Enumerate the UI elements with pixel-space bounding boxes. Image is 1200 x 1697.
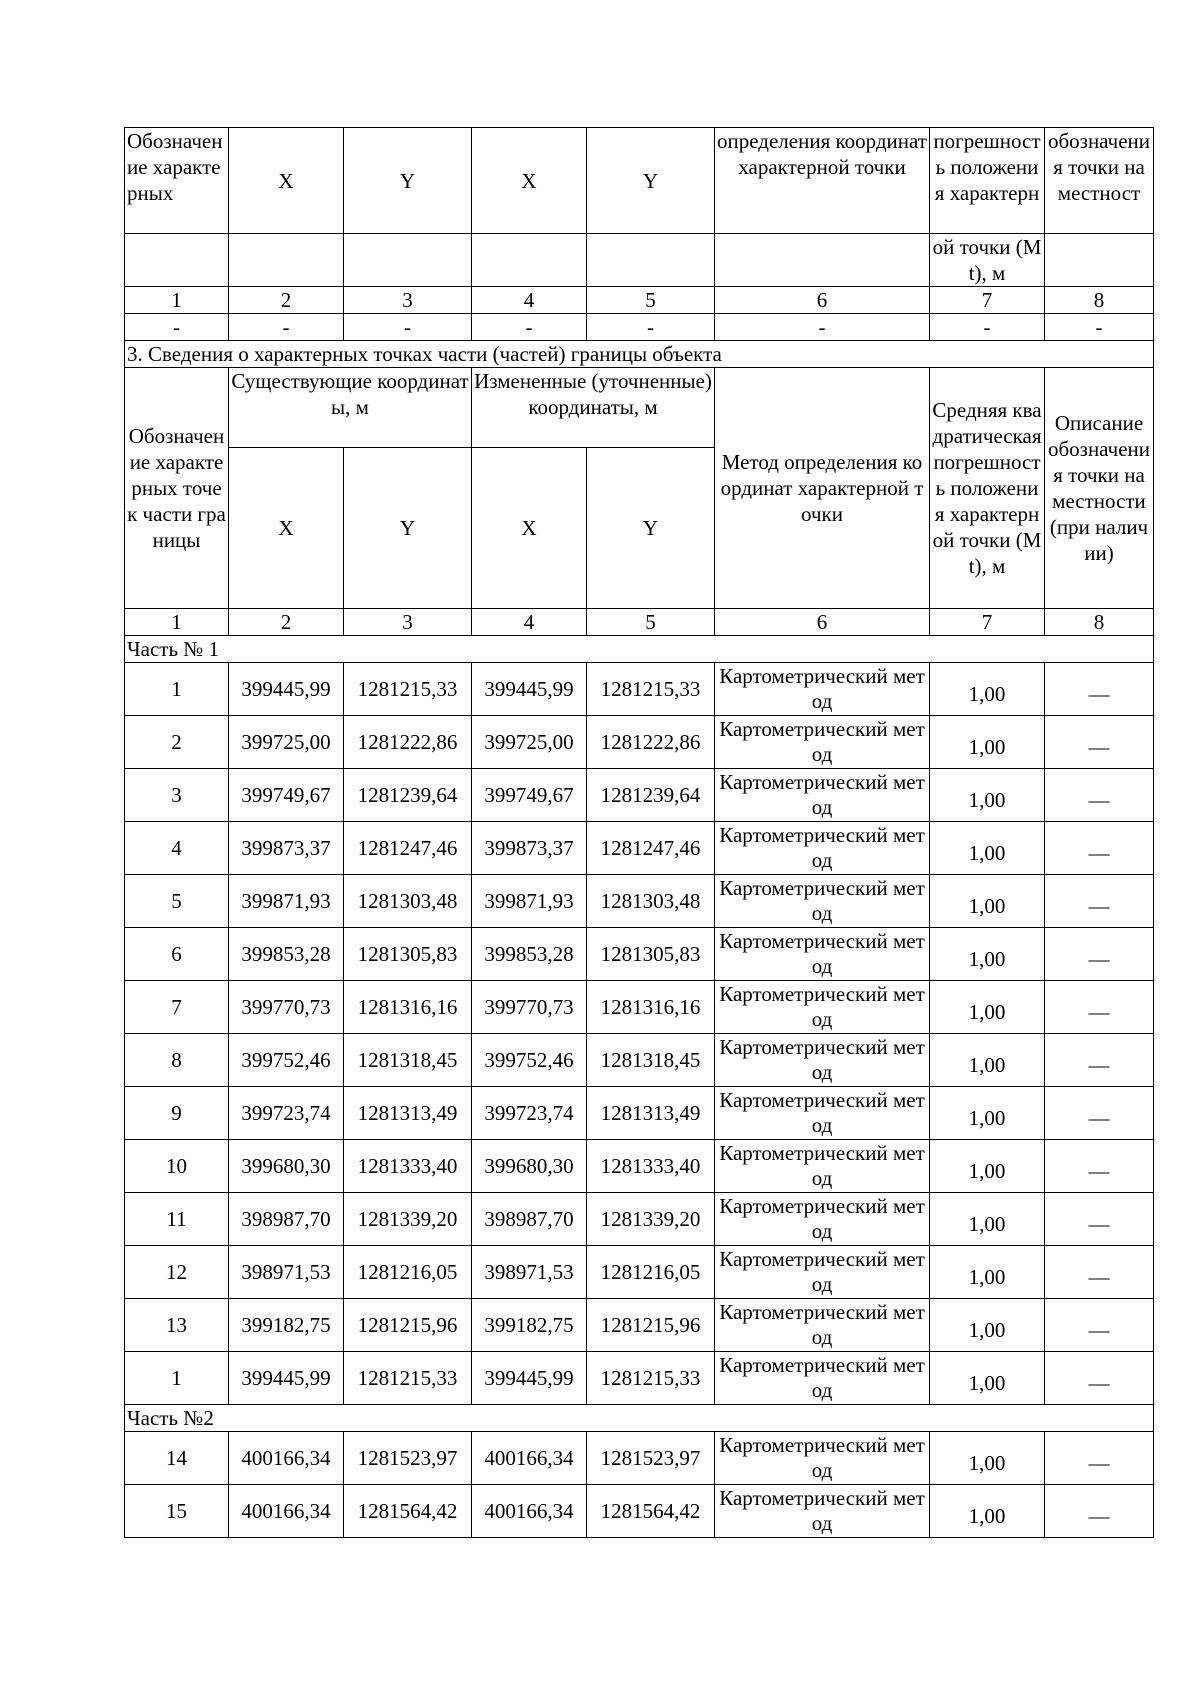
empty-cell: - [344, 314, 472, 341]
x-existing: 399725,00 [229, 716, 344, 769]
description: — [1045, 928, 1154, 981]
x-existing: 399752,46 [229, 1034, 344, 1087]
method: Картометрический метод [715, 663, 930, 716]
x-changed: 399871,93 [472, 875, 587, 928]
mean-square-error: 1,00 [930, 716, 1045, 769]
y-changed: 1281333,40 [587, 1140, 715, 1193]
description: — [1045, 1352, 1154, 1405]
y-existing: 1281339,20 [344, 1193, 472, 1246]
header-mean-square-error: Средняя квадратическая погрешность положения характерной точки (Mt), м [930, 368, 1045, 609]
section-title-row [125, 341, 1154, 368]
header-y-changed: Y [587, 128, 715, 234]
y-existing: 1281333,40 [344, 1140, 472, 1193]
x-changed: 400166,34 [472, 1485, 587, 1538]
method: Картометрический метод [715, 1485, 930, 1538]
mean-square-error: 1,00 [930, 1485, 1045, 1538]
column-number: 3 [344, 287, 472, 314]
x-existing: 399182,75 [229, 1299, 344, 1352]
method: Картометрический метод [715, 1034, 930, 1087]
point-number: 3 [125, 769, 229, 822]
mean-square-error: 1,00 [930, 928, 1045, 981]
y-existing: 1281215,96 [344, 1299, 472, 1352]
mean-square-error: 1,00 [930, 1087, 1045, 1140]
description: — [1045, 1246, 1154, 1299]
x-changed: 399445,99 [472, 663, 587, 716]
y-changed: 1281313,49 [587, 1087, 715, 1140]
column-numbers-row [125, 287, 1154, 314]
point-number: 5 [125, 875, 229, 928]
header-method: определения координат характерной точки [715, 128, 930, 234]
method: Картометрический метод [715, 1432, 930, 1485]
header-y-changed: Y [587, 448, 715, 609]
x-changed: 399873,37 [472, 822, 587, 875]
empty-cell: - [125, 314, 229, 341]
x-existing: 400166,34 [229, 1485, 344, 1538]
x-existing: 398987,70 [229, 1193, 344, 1246]
description: — [1045, 1299, 1154, 1352]
header-y-existing: Y [344, 128, 472, 234]
x-changed: 399445,99 [472, 1352, 587, 1405]
point-number: 7 [125, 981, 229, 1034]
x-existing: 399680,30 [229, 1140, 344, 1193]
point-number: 12 [125, 1246, 229, 1299]
y-existing: 1281247,46 [344, 822, 472, 875]
point-number: 14 [125, 1432, 229, 1485]
description: — [1045, 769, 1154, 822]
column-number: 5 [587, 609, 715, 636]
mean-square-error: 1,00 [930, 1193, 1045, 1246]
part-label-row [125, 636, 1154, 663]
empty-cell: - [587, 314, 715, 341]
x-existing: 399873,37 [229, 822, 344, 875]
part-label: Часть № 1 [125, 636, 1154, 663]
mean-square-error: 1,00 [930, 981, 1045, 1034]
point-number: 8 [125, 1034, 229, 1087]
method: Картометрический метод [715, 1352, 930, 1405]
y-existing: 1281222,86 [344, 716, 472, 769]
point-number: 4 [125, 822, 229, 875]
x-existing: 399853,28 [229, 928, 344, 981]
y-changed: 1281239,64 [587, 769, 715, 822]
y-changed: 1281303,48 [587, 875, 715, 928]
empty-cell: - [1045, 314, 1154, 341]
continuation-header-row-2 [125, 234, 1154, 287]
table-row [125, 875, 1154, 928]
x-existing: 399445,99 [229, 1352, 344, 1405]
column-number: 4 [472, 609, 587, 636]
y-changed: 1281215,33 [587, 663, 715, 716]
method: Картометрический метод [715, 769, 930, 822]
description: — [1045, 981, 1154, 1034]
boundary-points-table [124, 127, 1154, 1538]
point-number: 15 [125, 1485, 229, 1538]
header-x-changed: X [472, 128, 587, 234]
point-number: 10 [125, 1140, 229, 1193]
x-changed: 399182,75 [472, 1299, 587, 1352]
y-changed: 1281222,86 [587, 716, 715, 769]
mean-square-error: 1,00 [930, 1352, 1045, 1405]
x-changed: 398987,70 [472, 1193, 587, 1246]
point-number: 1 [125, 663, 229, 716]
table-row [125, 1352, 1154, 1405]
y-existing: 1281313,49 [344, 1087, 472, 1140]
empty-cell: - [930, 314, 1045, 341]
mean-square-error: 1,00 [930, 769, 1045, 822]
mean-square-error: 1,00 [930, 1034, 1045, 1087]
part-label: Часть №2 [125, 1405, 1154, 1432]
method: Картометрический метод [715, 716, 930, 769]
y-changed: 1281564,42 [587, 1485, 715, 1538]
column-numbers-row [125, 609, 1154, 636]
column-number: 3 [344, 609, 472, 636]
column-number: 8 [1045, 287, 1154, 314]
y-existing: 1281303,48 [344, 875, 472, 928]
column-number: 7 [930, 609, 1045, 636]
table-row [125, 1485, 1154, 1538]
y-changed: 1281247,46 [587, 822, 715, 875]
mean-square-error: 1,00 [930, 1299, 1045, 1352]
y-existing: 1281305,83 [344, 928, 472, 981]
mean-square-error: 1,00 [930, 1432, 1045, 1485]
mean-square-error: 1,00 [930, 1140, 1045, 1193]
y-changed: 1281305,83 [587, 928, 715, 981]
header-x-changed: X [472, 448, 587, 609]
description: — [1045, 716, 1154, 769]
x-existing: 398971,53 [229, 1246, 344, 1299]
method: Картометрический метод [715, 1193, 930, 1246]
y-existing: 1281215,33 [344, 663, 472, 716]
point-number: 1 [125, 1352, 229, 1405]
header-point-designation: Обозначение характерных точек части границы [125, 368, 229, 609]
y-existing: 1281316,16 [344, 981, 472, 1034]
description: — [1045, 1034, 1154, 1087]
x-existing: 399749,67 [229, 769, 344, 822]
description: — [1045, 1193, 1154, 1246]
column-number: 5 [587, 287, 715, 314]
column-number: 1 [125, 609, 229, 636]
method: Картометрический метод [715, 1246, 930, 1299]
method: Картометрический метод [715, 1140, 930, 1193]
x-changed: 400166,34 [472, 1432, 587, 1485]
empty-cell: - [229, 314, 344, 341]
table-row [125, 716, 1154, 769]
header-designation: Обозначение характерных [125, 128, 229, 234]
x-changed: 399853,28 [472, 928, 587, 981]
description: — [1045, 1485, 1154, 1538]
section-header-row-1 [125, 368, 1154, 448]
table-row [125, 1246, 1154, 1299]
table-row [125, 1299, 1154, 1352]
header-point-description: Описание обозначения точки на местности (при наличии) [1045, 368, 1154, 609]
description: — [1045, 822, 1154, 875]
column-number: 2 [229, 609, 344, 636]
column-number: 2 [229, 287, 344, 314]
method: Картометрический метод [715, 928, 930, 981]
method: Картометрический метод [715, 822, 930, 875]
table-row [125, 769, 1154, 822]
header-method: Метод определения координат характерной точки [715, 368, 930, 609]
y-existing: 1281318,45 [344, 1034, 472, 1087]
point-number: 13 [125, 1299, 229, 1352]
mean-square-error: 1,00 [930, 875, 1045, 928]
x-changed: 399723,74 [472, 1087, 587, 1140]
x-existing: 399770,73 [229, 981, 344, 1034]
x-existing: 399445,99 [229, 663, 344, 716]
method: Картометрический метод [715, 1087, 930, 1140]
method: Картометрический метод [715, 981, 930, 1034]
table-row [125, 663, 1154, 716]
description: — [1045, 1432, 1154, 1485]
y-changed: 1281215,33 [587, 1352, 715, 1405]
column-number: 6 [715, 609, 930, 636]
header-existing-coordinates: Существующие координаты, м [229, 368, 472, 448]
table-row [125, 1140, 1154, 1193]
point-number: 2 [125, 716, 229, 769]
table-row [125, 1034, 1154, 1087]
description: — [1045, 1140, 1154, 1193]
y-changed: 1281523,97 [587, 1432, 715, 1485]
x-changed: 398971,53 [472, 1246, 587, 1299]
mean-square-error: 1,00 [930, 822, 1045, 875]
y-changed: 1281318,45 [587, 1034, 715, 1087]
header-x-existing: X [229, 128, 344, 234]
y-existing: 1281216,05 [344, 1246, 472, 1299]
table-row [125, 822, 1154, 875]
x-existing: 399723,74 [229, 1087, 344, 1140]
x-existing: 399871,93 [229, 875, 344, 928]
y-changed: 1281316,16 [587, 981, 715, 1034]
column-number: 6 [715, 287, 930, 314]
y-existing: 1281239,64 [344, 769, 472, 822]
header-x-existing: X [229, 448, 344, 609]
x-changed: 399749,67 [472, 769, 587, 822]
header-changed-coordinates: Измененные (уточненные) координаты, м [472, 368, 715, 448]
mean-square-error: 1,00 [930, 663, 1045, 716]
x-changed: 399770,73 [472, 981, 587, 1034]
empty-data-row [125, 314, 1154, 341]
description: — [1045, 663, 1154, 716]
header-description: обозначения точки на местност [1045, 128, 1154, 234]
table-row [125, 1087, 1154, 1140]
table-row [125, 928, 1154, 981]
header-error-cont: ой точки (Mt), м [930, 234, 1045, 287]
column-number: 1 [125, 287, 229, 314]
continuation-header-row [125, 128, 1154, 234]
point-number: 11 [125, 1193, 229, 1246]
section-title: 3. Сведения о характерных точках части (частей) границы объекта [125, 341, 1154, 368]
header-error: погрешность положения характерн [930, 128, 1045, 234]
method: Картометрический метод [715, 875, 930, 928]
table-row [125, 1193, 1154, 1246]
column-number: 8 [1045, 609, 1154, 636]
description: — [1045, 1087, 1154, 1140]
header-y-existing: Y [344, 448, 472, 609]
column-number: 4 [472, 287, 587, 314]
y-existing: 1281215,33 [344, 1352, 472, 1405]
x-changed: 399725,00 [472, 716, 587, 769]
y-changed: 1281339,20 [587, 1193, 715, 1246]
column-number: 7 [930, 287, 1045, 314]
point-number: 9 [125, 1087, 229, 1140]
y-existing: 1281523,97 [344, 1432, 472, 1485]
x-existing: 400166,34 [229, 1432, 344, 1485]
description: — [1045, 875, 1154, 928]
x-changed: 399752,46 [472, 1034, 587, 1087]
y-changed: 1281216,05 [587, 1246, 715, 1299]
empty-cell: - [715, 314, 930, 341]
x-changed: 399680,30 [472, 1140, 587, 1193]
table-row [125, 981, 1154, 1034]
point-number: 6 [125, 928, 229, 981]
y-existing: 1281564,42 [344, 1485, 472, 1538]
method: Картометрический метод [715, 1299, 930, 1352]
table-row [125, 1432, 1154, 1485]
y-changed: 1281215,96 [587, 1299, 715, 1352]
empty-cell: - [472, 314, 587, 341]
part-label-row [125, 1405, 1154, 1432]
mean-square-error: 1,00 [930, 1246, 1045, 1299]
